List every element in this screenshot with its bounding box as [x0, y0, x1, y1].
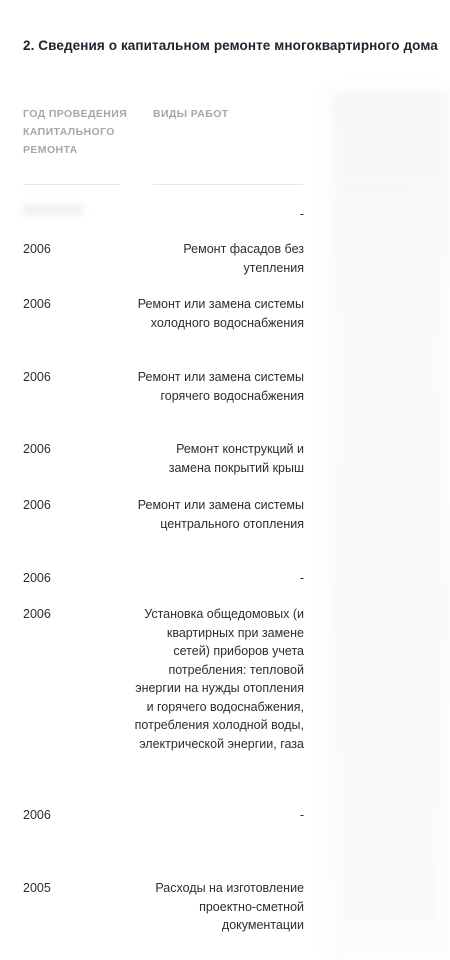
blurred-content-area	[330, 90, 450, 960]
row-work-type: Установка общедомовых (и квартирных при замене сетей) приборов учета потребления: тепловой энергии на нужды отопления и горячего водоснабжения, потребления холодной воды, электрической энергии, газа	[134, 607, 304, 751]
row-year: 2006	[23, 808, 51, 822]
column-header-year: ГОД ПРОВЕДЕНИЯ КАПИТАЛЬНОГО РЕМОНТА	[23, 108, 128, 156]
row-work-type: Расходы на изготовление проектно-сметной документации	[155, 881, 304, 932]
row-work-type: Ремонт конструкций и замена покрытий крыш	[168, 442, 304, 475]
header-divider-work	[153, 184, 303, 185]
row-year: 2006	[23, 607, 51, 621]
row-work-type: Ремонт фасадов без утепления	[183, 242, 304, 275]
header-divider-year	[23, 184, 120, 185]
row-year: 2006	[23, 242, 51, 256]
section-title: 2. Сведения о капитальном ремонте многоквартирного дома	[23, 38, 438, 53]
column-header-work-type: ВИДЫ РАБОТ	[153, 108, 229, 120]
row-year: 2006	[23, 297, 51, 311]
row-year: 2006	[23, 498, 51, 512]
row-year: 2006	[23, 370, 51, 384]
row-year: 2006	[23, 571, 51, 585]
row-work-type: -	[299, 808, 304, 822]
row-work-type: Ремонт или замена системы центрального отопления	[137, 498, 304, 531]
row-work-type: -	[299, 207, 304, 221]
row-work-type: Ремонт или замена системы холодного водоснабжения	[137, 297, 304, 330]
row-year: 2005	[23, 881, 51, 895]
row-work-type: -	[299, 571, 304, 585]
blurred-first-year	[23, 205, 83, 215]
row-year: 2006	[23, 442, 51, 456]
row-work-type: Ремонт или замена системы горячего водоснабжения	[137, 370, 304, 403]
